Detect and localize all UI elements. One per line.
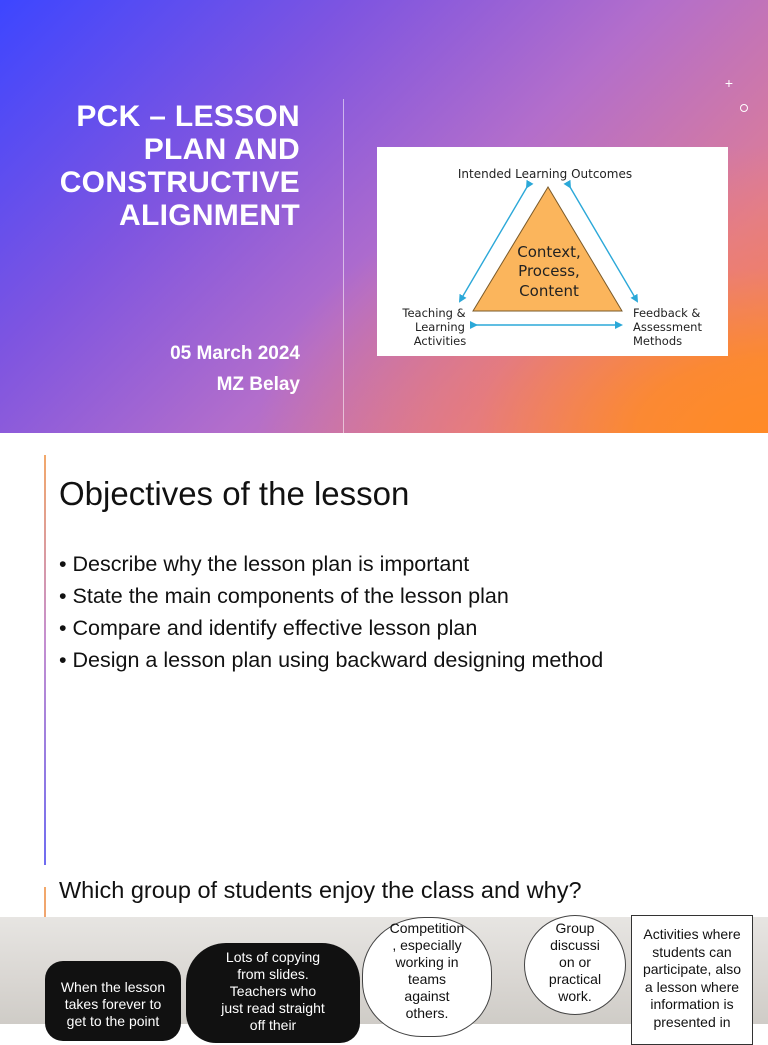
title-slide: [0, 0, 768, 433]
text-box-bubble: [631, 915, 753, 1045]
bubble-line: practical: [548, 971, 602, 987]
oval-bubble: [524, 915, 626, 1015]
bubble-line: Lots of copying: [225, 949, 321, 965]
bubble-line: teams: [407, 971, 447, 987]
thought-bubble: [186, 943, 360, 1043]
circle-icon: [740, 104, 748, 112]
accent-bar: [44, 455, 46, 865]
bubble-line: on or: [559, 954, 591, 970]
plus-icon: +: [724, 75, 734, 91]
speech-bubble: [45, 961, 181, 1041]
diagram-left-label: Learning: [415, 320, 465, 334]
bubble-line: Group: [555, 920, 595, 936]
students-enjoy-slide: [0, 865, 768, 1033]
slide-meta: [40, 338, 300, 400]
bubble-line: against: [404, 988, 450, 1004]
presentation-date: 05 March 2024: [170, 343, 300, 364]
diagram-right-label: Feedback &: [633, 306, 701, 320]
presentation-author: MZ Belay: [216, 374, 300, 395]
slide-title: [10, 100, 300, 232]
slide-heading: Which group of students enjoy the class and why?: [59, 877, 582, 903]
diagram-left-label: Teaching &: [402, 306, 466, 320]
list-item: • Design a lesson plan using backward designing method: [59, 644, 603, 676]
bubble-line: discussi: [550, 937, 600, 953]
diagram-left-label: Activities: [413, 334, 467, 348]
cloud-bubble: [362, 917, 492, 1037]
bubble-line: participate, also: [642, 961, 742, 977]
title-line: ALIGNMENT: [118, 199, 300, 232]
bubble-line: Activities where: [643, 926, 741, 942]
diagram-right-label: Methods: [633, 334, 683, 348]
diagram-top-label: Intended Learning Outcomes: [457, 167, 633, 181]
bubble-line: When the lesson: [60, 979, 166, 995]
list-item: • State the main components of the lesson plan: [59, 580, 603, 612]
objectives-slide: [0, 433, 768, 865]
bubble-line: off their: [249, 1017, 297, 1033]
vertical-divider: [343, 99, 344, 433]
bubble-line: Competition: [389, 920, 465, 936]
bubble-line: from slides.: [237, 966, 309, 982]
diagram-right-label: Assessment: [633, 320, 702, 334]
objectives-list: [59, 548, 603, 676]
bubble-line: a lesson where: [644, 978, 740, 995]
bubble-line: working in: [395, 954, 459, 970]
bubble-line: work.: [558, 988, 592, 1004]
bubble-line: get to the point: [66, 1013, 160, 1029]
list-item: • Describe why the lesson plan is important: [59, 548, 603, 580]
title-line: PCK – LESSON: [76, 100, 300, 133]
bubble-line: presented in: [653, 1013, 731, 1030]
bubble-line: students can: [652, 943, 732, 960]
bubble-line: others.: [405, 1005, 449, 1021]
title-line: CONSTRUCTIVE: [59, 166, 300, 199]
objectives-heading: Objectives of the lesson: [59, 475, 410, 512]
title-line: PLAN AND: [143, 133, 300, 166]
list-item: • Compare and identify effective lesson plan: [59, 612, 603, 644]
diagram-center-line: Content: [519, 282, 579, 300]
diagram-center-line: Process,: [518, 262, 580, 280]
bubble-line: information is: [650, 996, 734, 1012]
bubble-line: Teachers who: [229, 983, 317, 999]
bubble-line: , especially: [392, 937, 462, 953]
constructive-alignment-diagram: [377, 147, 728, 356]
diagram-center-line: Context,: [517, 243, 581, 261]
bubble-line: just read straight: [221, 1000, 325, 1016]
diagram-svg: [377, 147, 728, 356]
bubble-line: takes forever to: [64, 996, 162, 1012]
